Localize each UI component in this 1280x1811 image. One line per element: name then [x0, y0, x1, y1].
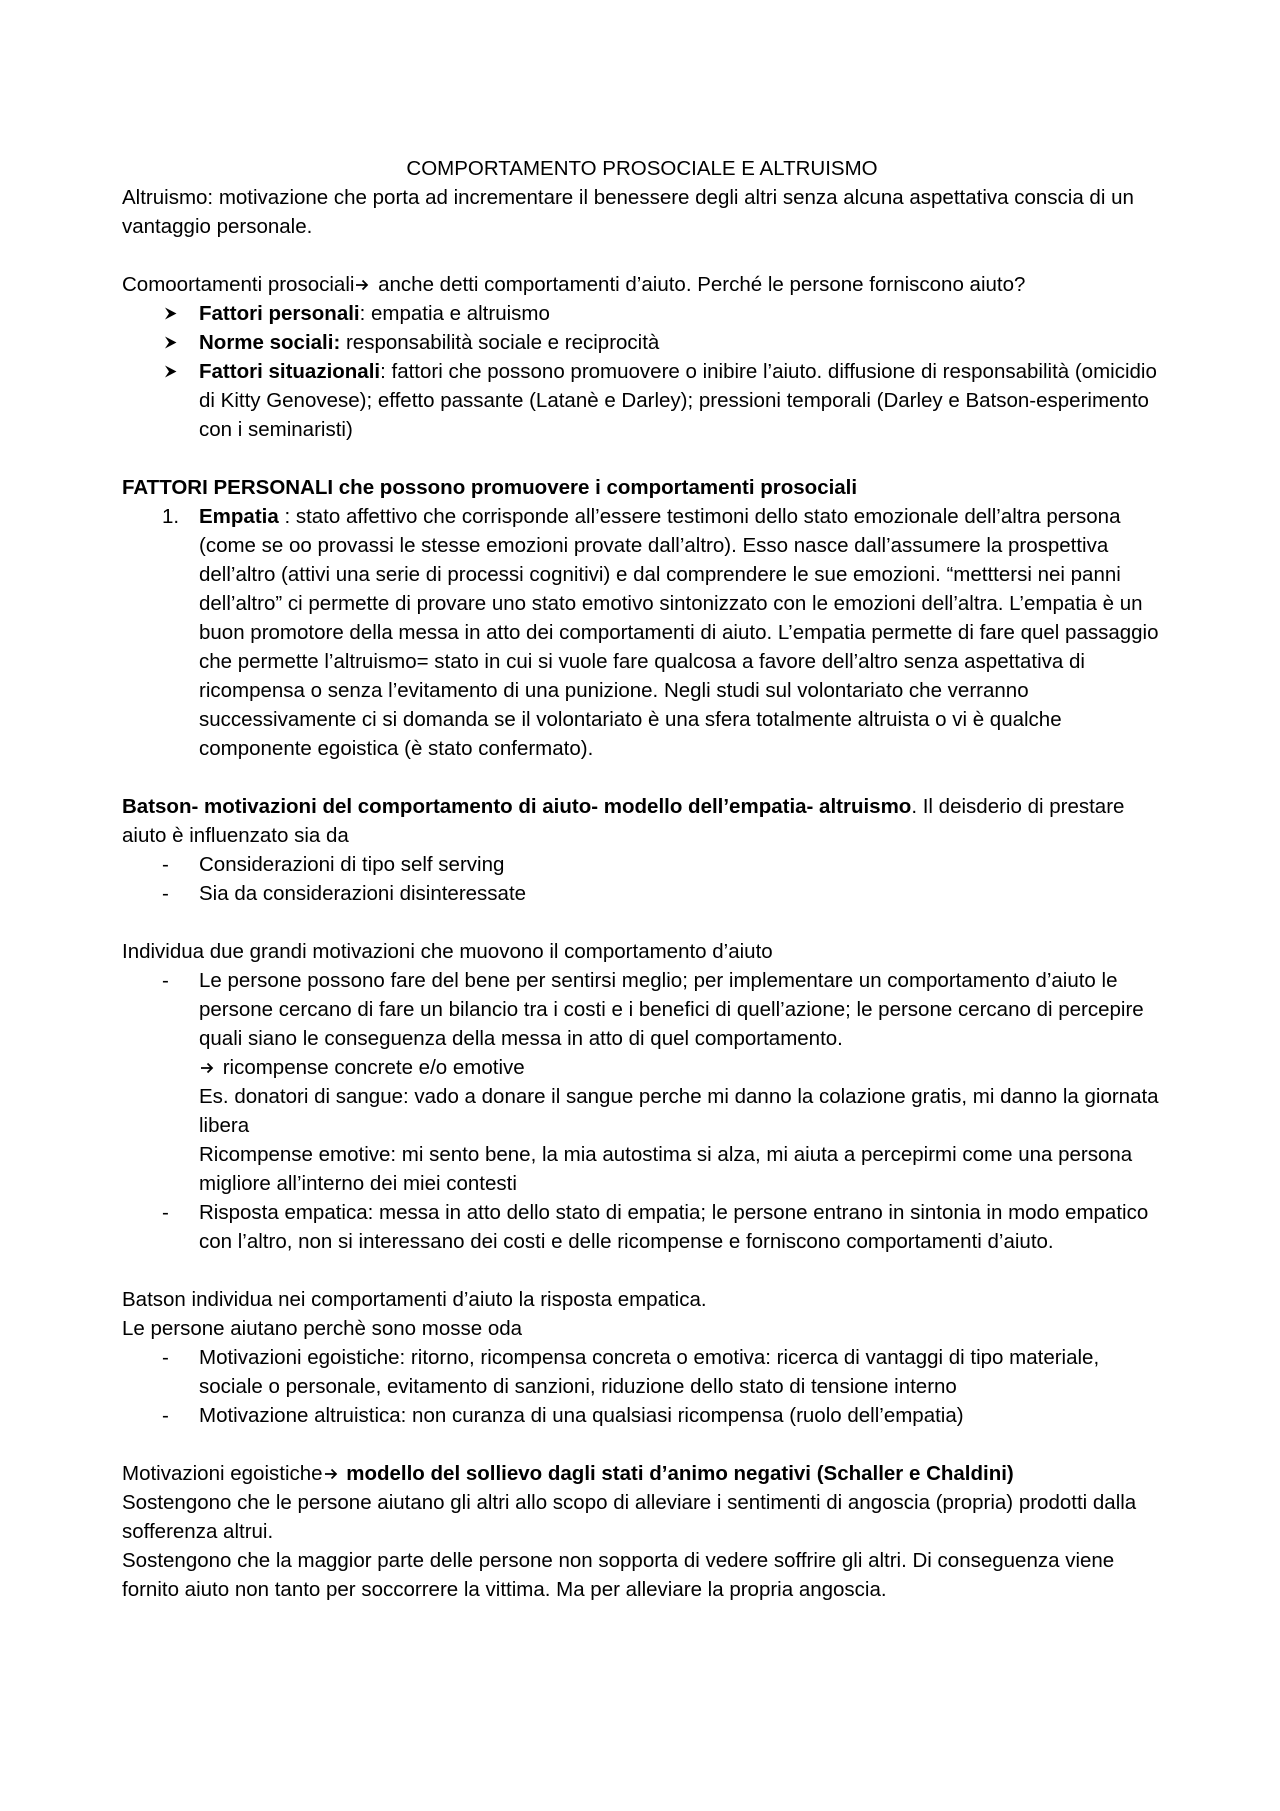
- dash-bullet: -: [162, 969, 169, 992]
- blood-donor-example: Es. donatori di sangue: vado a donare il sangue perche mi danno la colazione gratis, mi danno la giornata libera: [199, 1085, 1159, 1137]
- list-item: [122, 357, 1162, 444]
- empathy-text: : stato affettivo che corrisponde all’essere testimoni dello stato emozionale dell’altra persona (come se oo provassi le stesse emozioni provate dall’altro). Esso nasce dall’assumere la prospettiva dell’altro (attivi una serie di processi cognitivi) e dal comprendere le sue emozioni. “metttersi nei panni dell’altro” ci permette di provare uno stato emotivo sintonizzato con le emozioni dell’altra. L’empatia è un buon promotore della messa in atto dei comportamenti di aiuto. L’empatia permette di fare quel passaggio che permette l’altruismo= stato in cui si vuole fare qualcosa a favore dell’altro senza aspettativa di ricompensa o senza l’evitamento di una punizione. Negli studi sul volontariato che verranno successivamente ci si domanda se il volontariato è una sfera totalmente altruista o vi è qualche componente egoistica (è stato confermato).: [199, 505, 1159, 760]
- factor-title: Fattori personali: [199, 302, 360, 325]
- paragraph-gap: [122, 1430, 1162, 1459]
- paragraph-gap: [122, 908, 1162, 937]
- paragraph-gap: [122, 1256, 1162, 1285]
- list-item: - Motivazione altruistica: non curanza di una qualsiasi ricompensa (ruolo dell’empatia): [122, 1401, 1162, 1430]
- personal-factors-list: [122, 502, 1162, 763]
- document-page: [122, 154, 1162, 1604]
- relief-model-title: modello del sollievo dagli stati d’animo negativi (Schaller e Chaldini): [340, 1462, 1014, 1485]
- arrow-right-icon: [324, 1467, 338, 1481]
- dash-bullet: -: [162, 882, 169, 905]
- egoistic-paragraph: Sostengono che le persone aiutano gli altri allo scopo di alleviare i sentimenti di angoscia (propria) prodotti dalla sofferenza altrui.: [122, 1491, 1137, 1543]
- factor-text: : fattori che possono promuovere o inibire l’aiuto. diffusione di responsabilità (omicidio di Kitty Genovese); effetto passante (Latanè e Darley); pressioni temporali (Darley e Batson-esperimento con i seminaristi): [199, 360, 1157, 441]
- document-title: COMPORTAMENTO PROSOCIALE E ALTRUISMO: [406, 157, 878, 180]
- prosocial-lead-term: Comoortamenti prosociali: [122, 273, 355, 296]
- dash-bullet: -: [162, 853, 169, 876]
- batson-model-title: Batson- motivazioni del comportamento di aiuto- modello dell’empatia- altruismo: [122, 795, 912, 818]
- list-item: [122, 328, 1162, 357]
- arrowhead-bullet-icon: [163, 306, 178, 321]
- list-item: [122, 966, 1162, 1198]
- emotional-rewards: Ricompense emotive: mi sento bene, la mia autostima si alza, mi aiuta a percepirmi come una persona migliore all’interno dei miei contesti: [199, 1143, 1133, 1195]
- egoistic-paragraph: Sostengono che la maggior parte delle persone non sopporta di vedere soffrire gli altri. Di conseguenza viene fornito aiuto non tanto per soccorrere la vittima. Ma per alleviare la propria angoscia.: [122, 1549, 1115, 1601]
- dash-bullet: -: [162, 1404, 169, 1427]
- altruism-definition: Altruismo: motivazione che porta ad incrementare il benessere degli altri senza alcuna aspettativa conscia di un vantaggio personale.: [122, 186, 1134, 238]
- arrow-right-icon: [355, 278, 369, 292]
- arrowhead-bullet-icon: [163, 364, 178, 379]
- dash-bullet: -: [162, 1346, 169, 1369]
- batson-model-text: . Il deisderio di prestare aiuto è influenzato sia da: [122, 795, 1125, 847]
- list-item: - Sia da considerazioni disinteressate: [122, 879, 1162, 908]
- egoistic-lead: Motivazioni egoistiche modello del sollievo dagli stati d’animo negativi (Schaller e Chaldini): [122, 1462, 1014, 1485]
- factor-text: : empatia e altruismo: [359, 302, 550, 325]
- section-heading: FATTORI PERSONALI che possono promuovere i comportamenti prosociali: [122, 476, 858, 499]
- prosocial-lead: [122, 270, 1162, 299]
- empathic-response-text: Risposta empatica: messa in atto dello stato di empatia; le persone entrano in sintonia in modo empatico con l’altro, non si interessano dei costi e delle ricompense e forniscono comportamenti d’aiuto.: [199, 1201, 1149, 1253]
- empathy-term: Empatia: [199, 505, 279, 528]
- arrowhead-bullet-icon: [163, 335, 178, 350]
- empathic-response-line: Batson individua nei comportamenti d’aiuto la risposta empatica.: [122, 1288, 707, 1311]
- list-item: - Motivazioni egoistiche: ritorno, ricompensa concreta o emotiva: ricerca di vantaggi di tipo materiale, sociale o personale, evitamento di sanzioni, riduzione dello stato di tensione interno: [122, 1343, 1162, 1401]
- two-motivations-lead: Individua due grandi motivazioni che muovono il comportamento d’aiuto: [122, 940, 773, 963]
- paragraph-gap: [122, 763, 1162, 792]
- rewards-line: ricompense concrete e/o emotive: [199, 1053, 1162, 1082]
- factor-text: responsabilità sociale e reciprocità: [340, 331, 660, 354]
- arrow-right-icon: [200, 1061, 214, 1075]
- paragraph-gap: [122, 241, 1162, 270]
- batson-model-lead: [122, 792, 1162, 850]
- list-number: 1.: [162, 505, 180, 528]
- motivation-text: Le persone possono fare del bene per sentirsi meglio; per implementare un comportamento d’aiuto le persone cercano di fare un bilancio tra i costi e i benefici di quell’azione; le persone cercano di percepire quali siano le conseguenza della messa in atto di quel comportamento.: [199, 969, 1144, 1050]
- motivations-list: [122, 1343, 1162, 1430]
- factor-title: Norme sociali:: [199, 331, 341, 354]
- list-item: - Considerazioni di tipo self serving: [122, 850, 1162, 879]
- prosocial-lead-question: anche detti comportamenti d’aiuto. Perché le persone forniscono aiuto?: [372, 273, 1026, 296]
- batson-considerations-list: [122, 850, 1162, 908]
- list-item: [122, 502, 1162, 763]
- two-motivations-list: [122, 966, 1162, 1256]
- list-item: [122, 1198, 1162, 1256]
- factor-title: Fattori situazionali: [199, 360, 381, 383]
- list-item: [122, 299, 1162, 328]
- dash-bullet: -: [162, 1201, 169, 1224]
- people-help-line: Le persone aiutano perchè sono mosse oda: [122, 1317, 523, 1340]
- paragraph-gap: [122, 444, 1162, 473]
- prosocial-factors-list: [122, 299, 1162, 444]
